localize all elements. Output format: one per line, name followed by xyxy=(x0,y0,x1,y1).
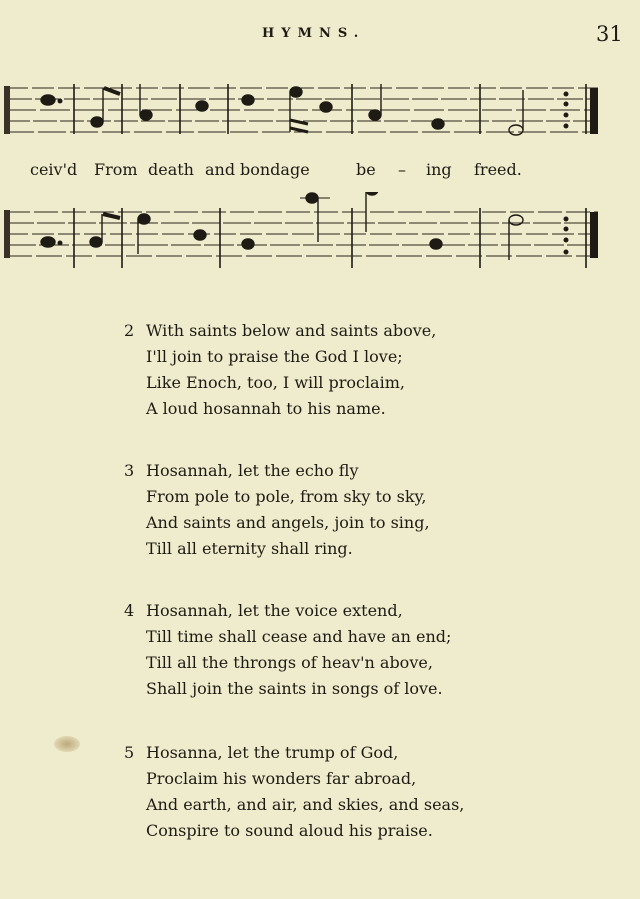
stanza-4 xyxy=(124,598,624,702)
music-staff-upper xyxy=(0,72,640,162)
lyric-syllable: freed. xyxy=(474,160,522,179)
lyric-syllable: ing xyxy=(426,160,452,179)
verse-line: With saints below and saints above, xyxy=(146,321,437,340)
lyric-line xyxy=(0,160,640,184)
verse-line: And earth, and air, and skies, and seas, xyxy=(146,795,465,814)
verse-line: I'll join to praise the God I love; xyxy=(146,347,403,366)
verse-line: Till time shall cease and have an end; xyxy=(146,627,452,646)
running-head xyxy=(0,24,640,48)
lyric-syllable: From xyxy=(94,160,138,179)
verse-line: From pole to pole, from sky to sky, xyxy=(146,487,427,506)
verse-line: Till all eternity shall ring. xyxy=(146,539,353,558)
verse-line: Like Enoch, too, I will proclaim, xyxy=(146,373,405,392)
stanza-number: 2 xyxy=(124,321,135,340)
verse-line: Hosannah, let the echo fly xyxy=(146,461,359,480)
verse-line: Hosannah, let the voice extend, xyxy=(146,601,403,620)
stanza-number: 5 xyxy=(124,743,135,762)
verse-line: Shall join the saints in songs of love. xyxy=(146,679,443,698)
verse-line: Proclaim his wonders far abroad, xyxy=(146,769,417,788)
lyric-syllable: be xyxy=(356,160,376,179)
lyric-syllable: ceiv'd xyxy=(30,160,78,179)
stanza-number: 4 xyxy=(124,601,135,620)
lyric-syllable: and xyxy=(205,160,236,179)
running-title: HYMNS. xyxy=(262,26,366,41)
verse-line: A loud hosannah to his name. xyxy=(146,399,386,418)
verse-line: Conspire to sound aloud his praise. xyxy=(146,821,433,840)
page-number: 31 xyxy=(596,22,623,46)
lyric-syllable: – xyxy=(398,160,406,179)
verse-line: And saints and angels, join to sing, xyxy=(146,513,430,532)
lyric-syllable: death xyxy=(148,160,194,179)
stanza-3 xyxy=(124,458,624,562)
music-staff-lower xyxy=(0,192,640,278)
verse-line: Till all the throngs of heav'n above, xyxy=(146,653,433,672)
stanza-5 xyxy=(124,740,624,844)
stanza-2 xyxy=(124,318,624,422)
verse-line: Hosanna, let the trump of God, xyxy=(146,743,399,762)
paper-stain xyxy=(54,736,80,752)
lyric-syllable: bondage xyxy=(240,160,310,179)
stanza-number: 3 xyxy=(124,461,135,480)
